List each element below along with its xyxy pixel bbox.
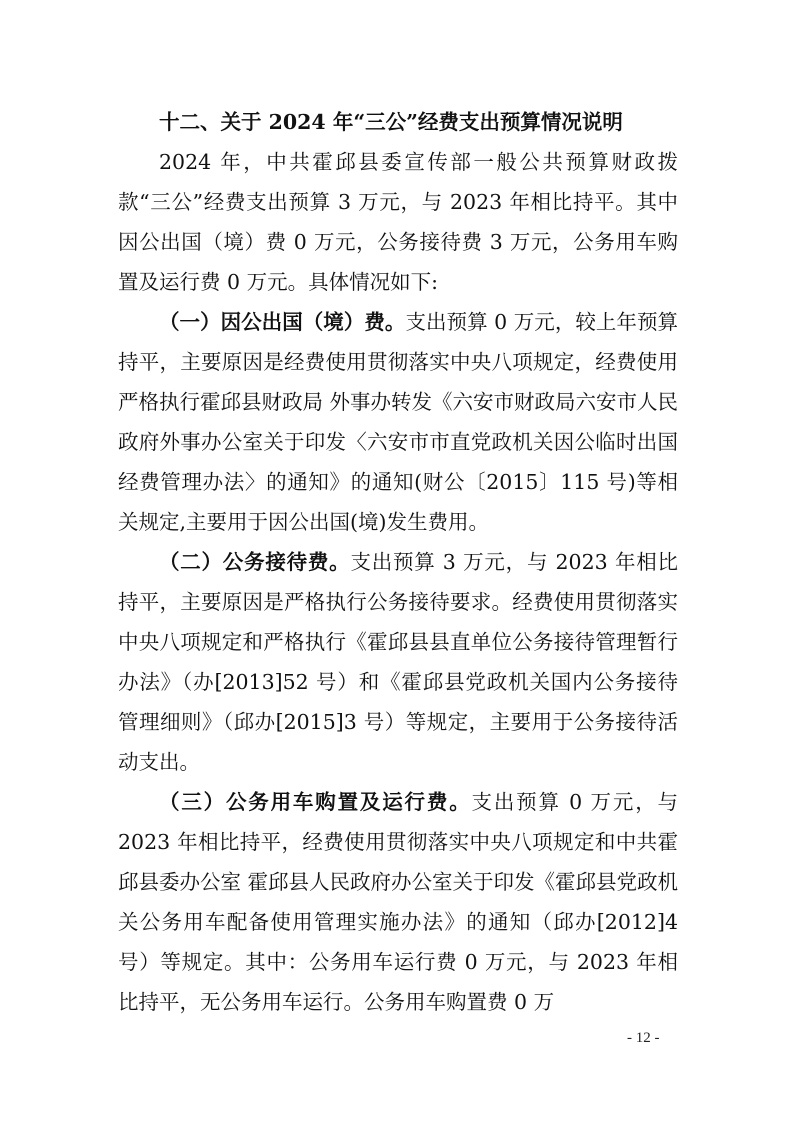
paragraph-official-vehicles <box>118 782 678 1022</box>
paragraph-overview-text: 2024 年，中共霍邱县委宣传部一般公共预算财政拨款“三公”经费支出预算 3 万元，与 2023 年相比持平。其中因公出国（境）费 0 万元，公务接待费 3 万元，公务用车购置及运行费 0 万元。具体情况如下: <box>118 150 678 294</box>
paragraph-overseas-travel <box>118 302 678 542</box>
paragraph-official-reception <box>118 542 678 782</box>
paragraph-official-reception-heading: （二）公务接待费。 <box>159 550 351 574</box>
paragraph-official-reception-text: 支出预算 3 万元，与 2023 年相比持平，主要原因是严格执行公务接待要求。经费使用贯彻落实中央八项规定和严格执行《霍邱县县直单位公务接待管理暂行办法》（办[2013]52 号）和《霍邱县党政机关国内公务接待管理细则》（邱办[2015]3 号）等规定，主要用于公务接待活动支出。 <box>118 550 679 774</box>
page-number: - 12 - <box>627 1030 660 1046</box>
paragraph-official-vehicles-text: 支出预算 0 万元，与 2023 年相比持平，经费使用贯彻落实中央八项规定和中共霍邱县委办公室 霍邱县人民政府办公室关于印发《霍邱县党政机关公务用车配备使用管理实施办法》的通知（邱办[2012]4 号）等规定。其中：公务用车运行费 0 万元，与 2023 年相比持平，无公务用车运行。公务用车购置费 0 万 <box>118 790 679 1014</box>
paragraph-official-vehicles-heading: （三）公务用车购置及运行费。 <box>159 790 472 814</box>
paragraph-overseas-travel-heading: （一）因公出国（境）费。 <box>159 310 406 334</box>
paragraph-overview <box>118 142 678 302</box>
paragraph-overseas-travel-text: 支出预算 0 万元，较上年预算持平，主要原因是经费使用贯彻落实中央八项规定，经费使用严格执行霍邱县财政局 外事办转发《六安市财政局六安市人民政府外事办公室关于印发〈六安市市直党政机关因公临时出国经费管理办法〉的通知》的通知(财公〔2015〕115 号)等相关规定,主要用于因公出国(境)发生费用。 <box>118 310 679 534</box>
document-body <box>118 102 678 1022</box>
section-title: 十二、关于 2024 年“三公”经费支出预算情况说明 <box>159 110 623 134</box>
